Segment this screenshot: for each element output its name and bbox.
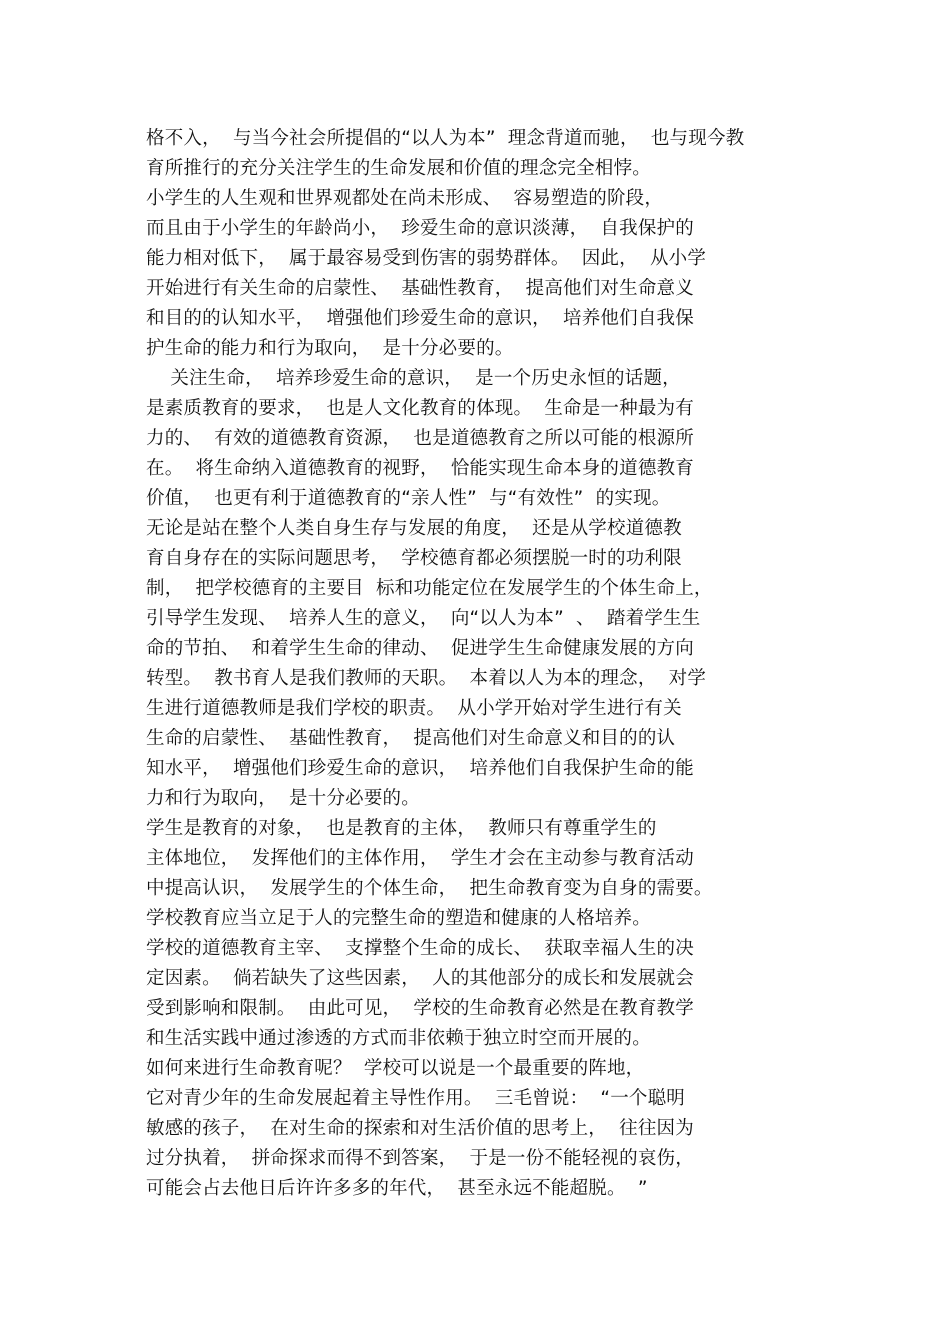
text-line: 在。 将生命纳入道德教育的视野， 恰能实现生命本身的道德教育 xyxy=(146,458,694,479)
text-line: 能力相对低下， 属于最容易受到伤害的弱势群体。 因此， 从小学 xyxy=(146,248,707,269)
text-line: 生命的启蒙性、 基础性教育， 提高他们对生命意义和目的的认 xyxy=(146,728,676,749)
text-line: 它对青少年的生命发展起着主导性作用。 三毛曾说： “一个聪明 xyxy=(146,1088,686,1109)
text-line: 和目的的认知水平， 增强他们珍爱生命的意识， 培养他们自我保 xyxy=(146,308,694,329)
text-line: 敏感的孩子， 在对生命的探索和对生活价值的思考上， 往往因为 xyxy=(146,1118,694,1139)
text-line: 主体地位， 发挥他们的主体作用， 学生才会在主动参与教育活动 xyxy=(146,848,694,869)
text-line: 如何来进行生命教育呢？ 学校可以说是一个最重要的阵地， xyxy=(146,1058,645,1079)
text-line: 格不入， 与当今社会所提倡的“以人为本” 理念背道而驰， 也与现今教 xyxy=(146,128,745,149)
body-text xyxy=(146,124,846,1204)
text-line: 是素质教育的要求， 也是人文化教育的体现。 生命是一种最为有 xyxy=(146,398,694,419)
text-line: 力和行为取向， 是十分必要的。 xyxy=(146,788,420,809)
text-line: 过分执着， 拼命探求而得不到答案， 于是一份不能轻视的哀伤， xyxy=(146,1148,694,1169)
text-line: 学校的道德教育主宰、 支撑整个生命的成长、 获取幸福人生的决 xyxy=(146,938,694,959)
text-line: 育自身存在的实际问题思考， 学校德育都必须摆脱一时的功利限 xyxy=(146,548,682,569)
text-line: 无论是站在整个人类自身生存与发展的角度， 还是从学校道德教 xyxy=(146,518,682,539)
text-line: 开始进行有关生命的启蒙性、 基础性教育， 提高他们对生命意义 xyxy=(146,278,694,299)
text-line: 学校教育应当立足于人的完整生命的塑造和健康的人格培养。 xyxy=(146,908,651,929)
text-line: 力的、 有效的道德教育资源， 也是道德教育之所以可能的根源所 xyxy=(146,428,694,449)
text-line: 育所推行的充分关注学生的生命发展和价值的理念完全相悖。 xyxy=(146,158,651,179)
text-line: 受到影响和限制。 由此可见， 学校的生命教育必然是在教育教学 xyxy=(146,998,694,1019)
text-line: 可能会占去他日后许许多多的年代， 甚至永远不能超脱。 ” xyxy=(146,1178,648,1199)
text-line: 和生活实践中通过渗透的方式而非依赖于独立时空而开展的。 xyxy=(146,1028,651,1049)
text-line: 引导学生发现、 培养人生的意义， 向“以人为本” 、 踏着学生生 xyxy=(146,608,701,629)
text-line: 学生是教育的对象， 也是教育的主体， 教师只有尊重学生的 xyxy=(146,818,657,839)
text-line: 命的节拍、 和着学生生命的律动、 促进学生生命健康发展的方向 xyxy=(146,638,694,659)
text-line: 转型。 教书育人是我们教师的天职。 本着以人为本的理念， 对学 xyxy=(146,668,707,689)
text-line: 小学生的人生观和世界观都处在尚未形成、 容易塑造的阶段， xyxy=(146,188,664,209)
text-line: 价值， 也更有利于道德教育的“亲人性” 与“有效性” 的实现。 xyxy=(146,488,671,509)
text-line: 关注生命， 培养珍爱生命的意识， 是一个历史永恒的话题， xyxy=(146,368,681,389)
text-line: 制， 把学校德育的主要目 标和功能定位在发展学生的个体生命上， xyxy=(146,578,713,599)
text-line: 定因素。 倘若缺失了这些因素， 人的其他部分的成长和发展就会 xyxy=(146,968,694,989)
text-line: 生进行道德教师是我们学校的职责。 从小学开始对学生进行有关 xyxy=(146,698,682,719)
text-line: 知水平， 增强他们珍爱生命的意识， 培养他们自我保护生命的能 xyxy=(146,758,694,779)
text-line: 而且由于小学生的年龄尚小， 珍爱生命的意识淡薄， 自我保护的 xyxy=(146,218,694,239)
text-line: 中提高认识， 发展学生的个体生命， 把生命教育变为自身的需要。 xyxy=(146,878,713,899)
text-line: 护生命的能力和行为取向， 是十分必要的。 xyxy=(146,338,514,359)
